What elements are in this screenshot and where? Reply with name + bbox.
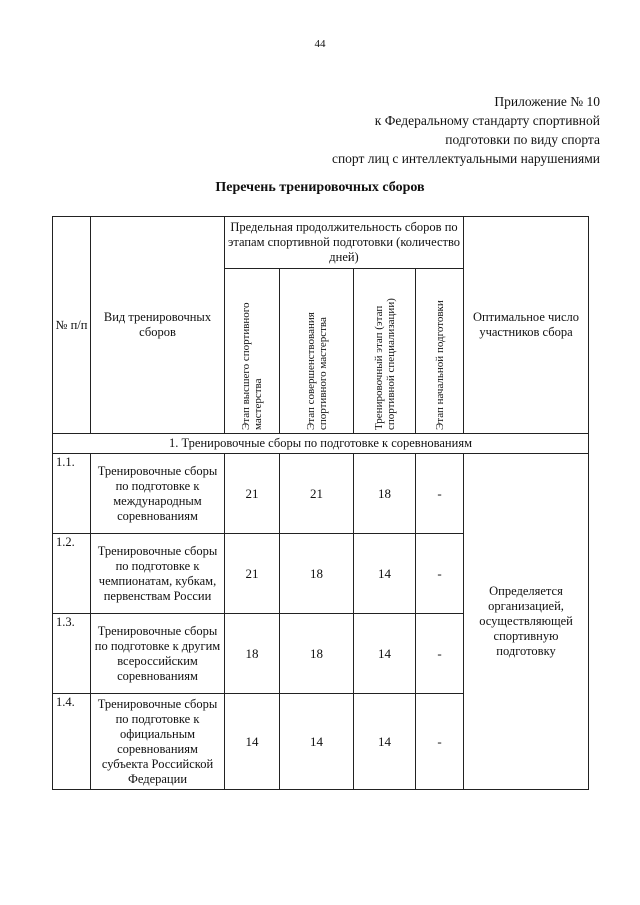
- appendix-header: [332, 92, 600, 168]
- row-stage4-days: -: [416, 614, 464, 694]
- header-optimal-participants: Оптимальное число участников сбора: [464, 217, 589, 434]
- row-stage1-days: 18: [225, 614, 280, 694]
- header-camp-type: Вид тренировочных сборов: [91, 217, 225, 434]
- appendix-line-2: к Федеральному стандарту спортивной: [374, 113, 600, 128]
- page-number: 44: [314, 38, 326, 50]
- row-stage3-days: 14: [354, 534, 416, 614]
- document-title: Перечень тренировочных сборов: [215, 180, 425, 195]
- header-stage-higher-mastery: Этап высшего спортивного мастерства: [225, 269, 280, 434]
- row-camp-type: Тренировочные сборы по подготовке к чемпионатам, кубкам, первенствам России: [91, 534, 225, 614]
- appendix-line-4: спорт лиц с интеллектуальными нарушениями: [331, 151, 600, 166]
- training-camps-table: [52, 216, 589, 790]
- row-stage3-days: 18: [354, 454, 416, 534]
- row-number: 1.1.: [53, 454, 91, 534]
- row-camp-type: Тренировочные сборы по подготовке к международным соревнованиям: [91, 454, 225, 534]
- row-stage1-days: 14: [225, 694, 280, 790]
- appendix-line-1: Приложение № 10: [494, 94, 600, 109]
- row-stage4-days: -: [416, 534, 464, 614]
- row-camp-type: Тренировочные сборы по подготовке к официальным соревнованиям субъекта Российской Федерации: [91, 694, 225, 790]
- header-duration-group: Предельная продолжительность сборов по этапам спортивной подготовки (количество дней): [225, 217, 464, 269]
- row-stage2-days: 18: [280, 534, 354, 614]
- row-number: 1.3.: [53, 614, 91, 694]
- optimal-participants-value: Определяется организацией, осуществляющей спортивную подготовку: [464, 454, 589, 790]
- header-stage-training: Тренировочный этап (этап спортивной специализации): [354, 269, 416, 434]
- row-stage1-days: 21: [225, 454, 280, 534]
- header-stage-mastery-improvement: Этап совершенствования спортивного мастерства: [280, 269, 354, 434]
- row-stage3-days: 14: [354, 614, 416, 694]
- header-number: № п/п: [53, 217, 91, 434]
- row-camp-type: Тренировочные сборы по подготовке к другим всероссийским соревнованиям: [91, 614, 225, 694]
- header-stage-initial: Этап начальной подготовки: [416, 269, 464, 434]
- row-stage3-days: 14: [354, 694, 416, 790]
- row-number: 1.4.: [53, 694, 91, 790]
- row-stage1-days: 21: [225, 534, 280, 614]
- table-row: [53, 454, 589, 534]
- appendix-line-3: подготовки по виду спорта: [445, 132, 600, 147]
- section-title: 1. Тренировочные сборы по подготовке к соревнованиям: [53, 434, 589, 454]
- row-stage2-days: 14: [280, 694, 354, 790]
- row-stage4-days: -: [416, 454, 464, 534]
- row-number: 1.2.: [53, 534, 91, 614]
- row-stage2-days: 21: [280, 454, 354, 534]
- row-stage4-days: -: [416, 694, 464, 790]
- row-stage2-days: 18: [280, 614, 354, 694]
